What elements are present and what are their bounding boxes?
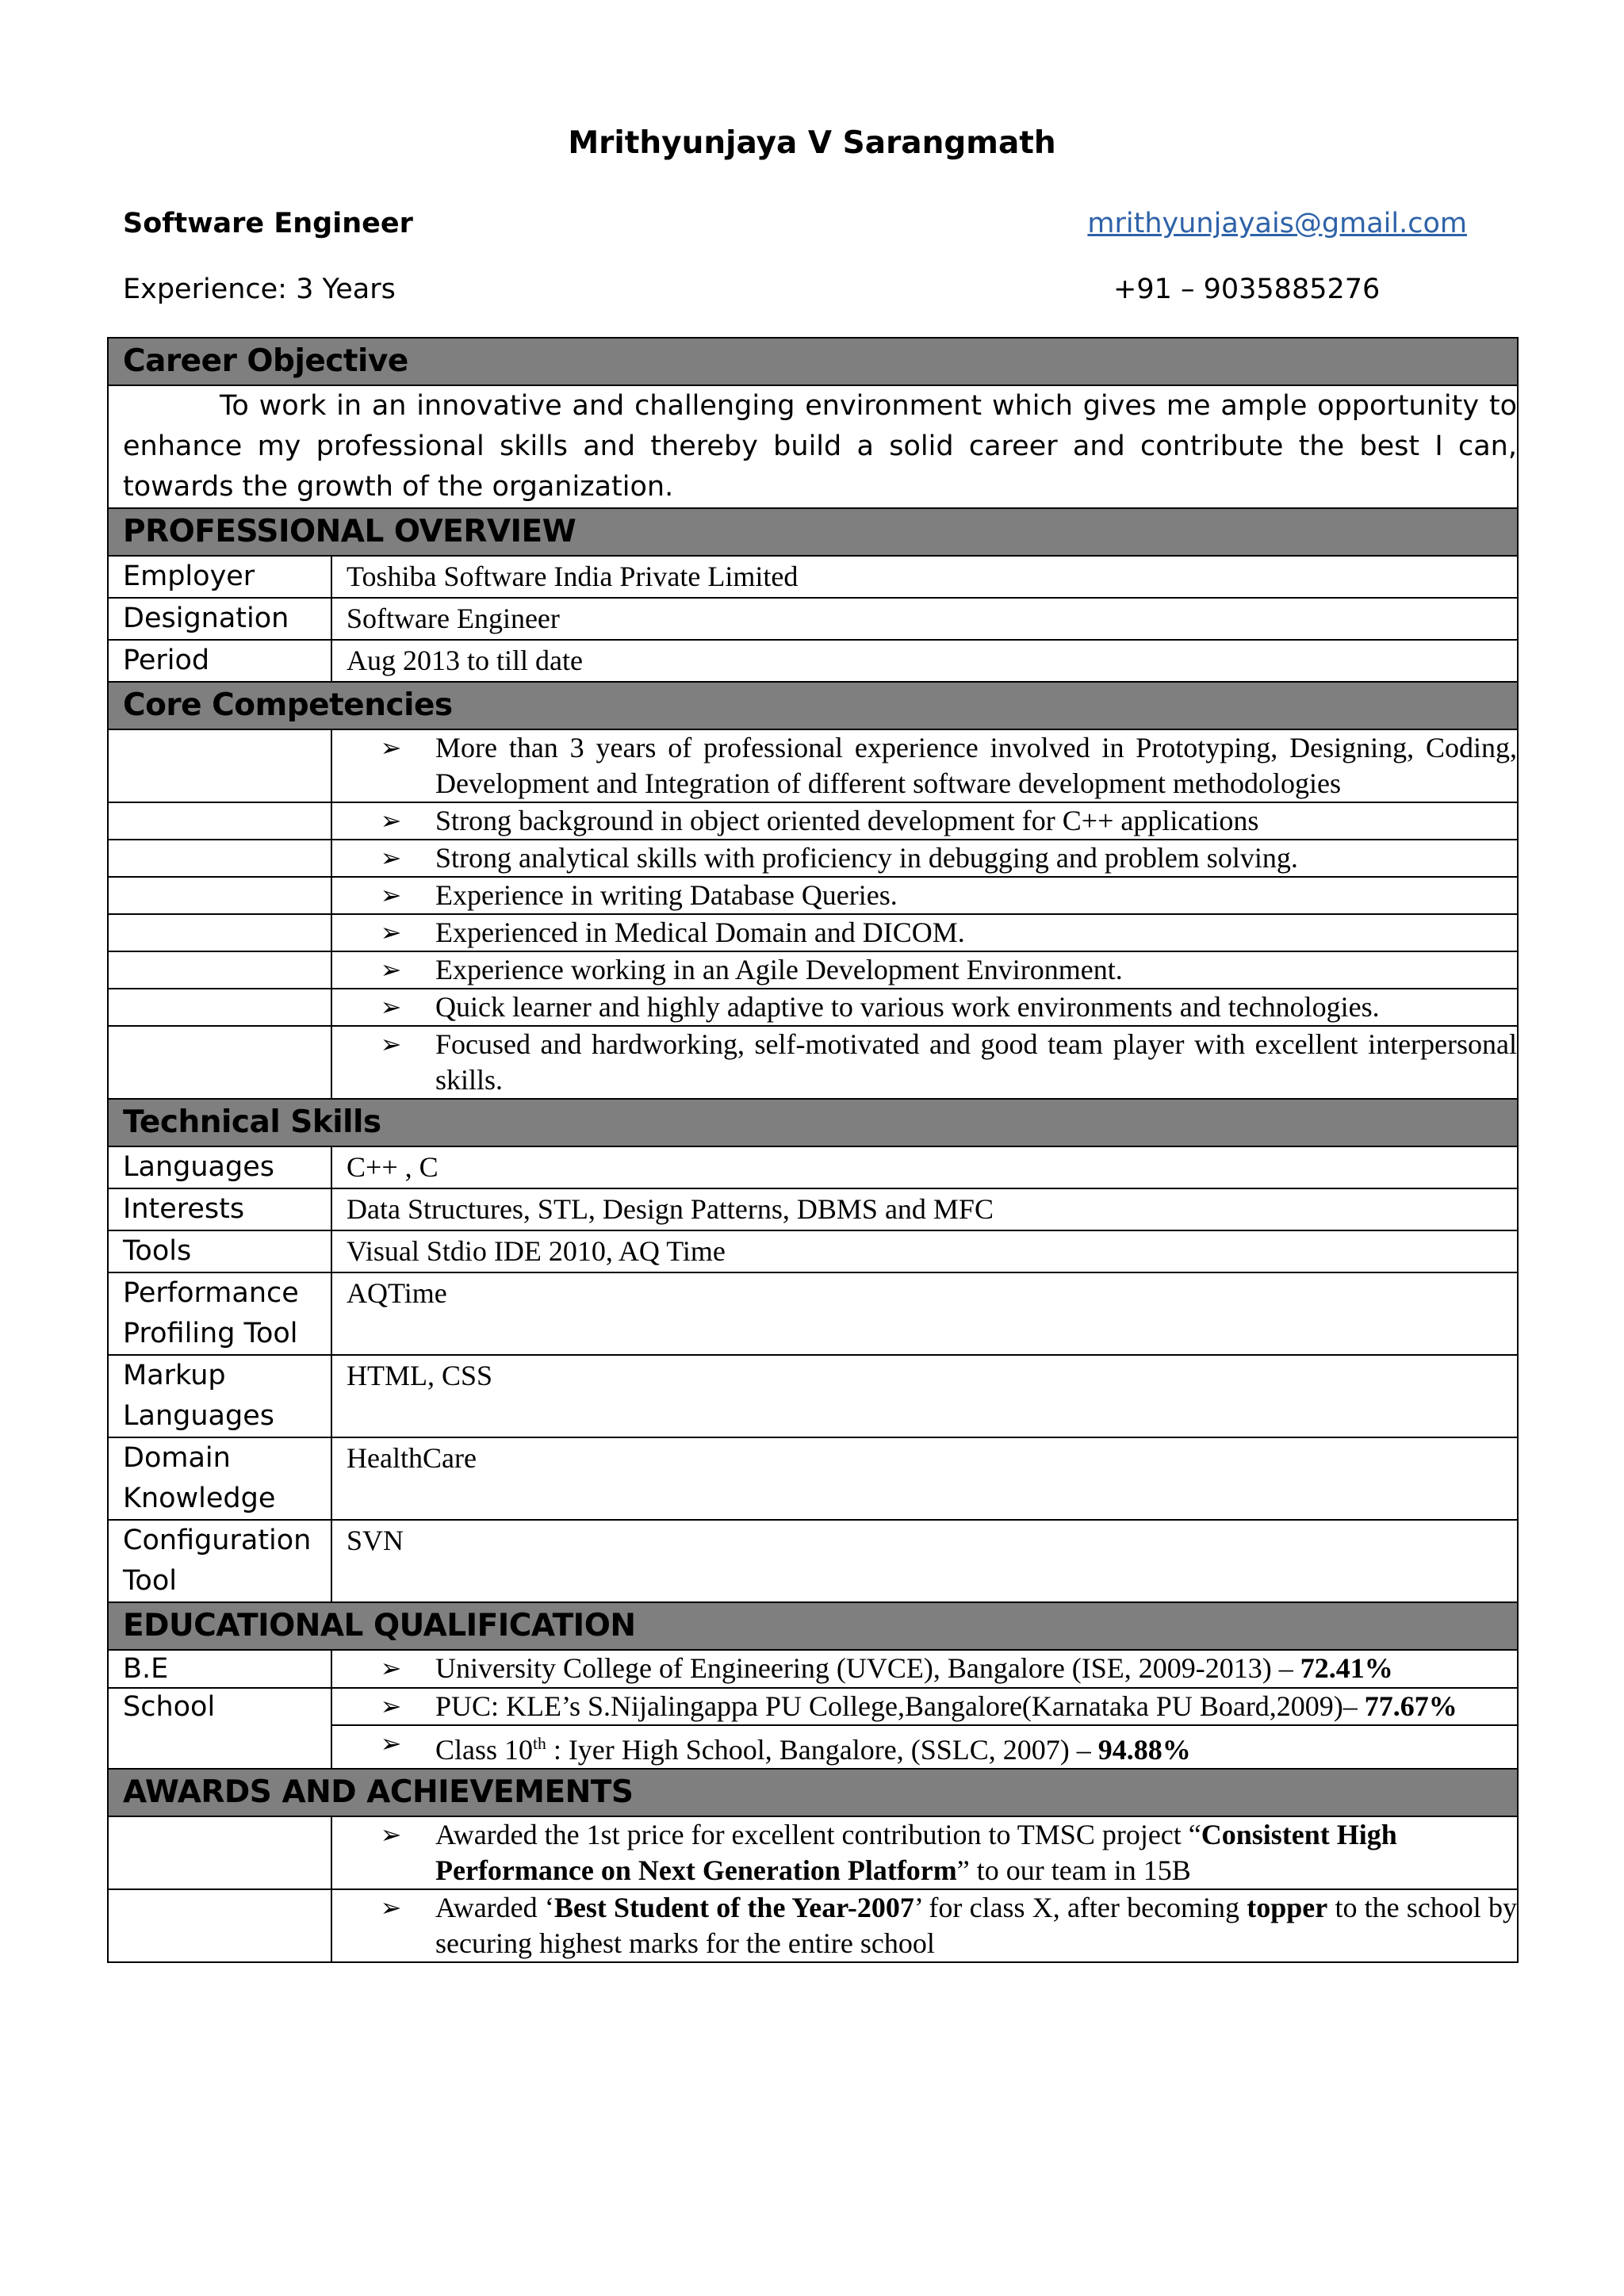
table-row: ➢ Class 10th : Iyer High School, Bangalore, (SSLC, 2007) – 94.88% <box>108 1725 1518 1769</box>
arrow-bullet-icon: ➢ <box>380 806 402 835</box>
arrow-bullet-icon: ➢ <box>380 1030 402 1058</box>
arrow-bullet-icon: ➢ <box>380 881 402 909</box>
list-item: ➢ More than 3 years of professional experience involved in Prototyping, Designing, Coding, Development and Integration of different software development methodologies <box>108 729 1518 802</box>
list-item: ➢ Experience in writing Database Queries. <box>108 877 1518 914</box>
arrow-bullet-icon: ➢ <box>380 955 402 984</box>
table-row <box>108 640 1518 682</box>
row-label: Domain Knowledge <box>108 1437 331 1520</box>
arrow-bullet-icon: ➢ <box>380 918 402 947</box>
table-row <box>108 1188 1518 1230</box>
job-role: Software Engineer <box>123 208 413 239</box>
phone-number: +91 – 9035885276 <box>1113 274 1381 305</box>
table-row <box>108 556 1518 598</box>
arrow-bullet-icon: ➢ <box>380 844 402 872</box>
row-label: Languages <box>108 1146 331 1188</box>
section-heading: EDUCATIONAL QUALIFICATION <box>108 1602 1518 1650</box>
row-label <box>108 1725 331 1769</box>
row-value: Data Structures, STL, Design Patterns, DBMS and MFC <box>331 1188 1518 1230</box>
row-label: Employer <box>108 556 331 598</box>
row-label: Configuration Tool <box>108 1520 331 1602</box>
row-label: Designation <box>108 598 331 640</box>
list-item: ➢ Strong analytical skills with proficiency in debugging and problem solving. <box>108 840 1518 877</box>
arrow-bullet-icon: ➢ <box>380 1893 402 1922</box>
experience-years: Experience: 3 Years <box>123 274 396 305</box>
row-value: Aug 2013 to till date <box>331 640 1518 682</box>
row-value: Toshiba Software India Private Limited <box>331 556 1518 598</box>
table-row <box>108 1355 1518 1437</box>
score: 72.41% <box>1300 1652 1393 1684</box>
row-label: Performance Profiling Tool <box>108 1272 331 1355</box>
resume-name: Mrithyunjaya V Sarangmath <box>568 125 1056 161</box>
table-row <box>108 1146 1518 1188</box>
section-heading: AWARDS AND ACHIEVEMENTS <box>108 1769 1518 1816</box>
row-label: B.E <box>108 1650 331 1688</box>
arrow-bullet-icon: ➢ <box>380 1729 402 1758</box>
table-row <box>108 1520 1518 1602</box>
section-heading: Technical Skills <box>108 1099 1518 1146</box>
section-education <box>108 1602 1518 1650</box>
score: 77.67% <box>1364 1690 1457 1722</box>
list-item: ➢ Awarded the 1st price for excellent contribution to TMSC project “Consistent High Performance on Next Generation Platform” to our team in 15B <box>108 1816 1518 1889</box>
section-heading: Core Competencies <box>108 682 1518 729</box>
section-awards <box>108 1769 1518 1816</box>
section-heading: PROFESSIONAL OVERVIEW <box>108 508 1518 556</box>
list-item: ➢ Focused and hardworking, self-motivated and good team player with excellent interpersonal skills. <box>108 1026 1518 1099</box>
table-row <box>108 1437 1518 1520</box>
arrow-bullet-icon: ➢ <box>380 1820 402 1849</box>
row-label: Period <box>108 640 331 682</box>
section-professional-overview <box>108 508 1518 556</box>
email-link[interactable]: mrithyunjayais@gmail.com <box>1087 208 1467 239</box>
arrow-bullet-icon: ➢ <box>380 1654 402 1682</box>
row-label: Tools <box>108 1230 331 1272</box>
row-value: Visual Stdio IDE 2010, AQ Time <box>331 1230 1518 1272</box>
row-label: Markup Languages <box>108 1355 331 1437</box>
row-value: SVN <box>331 1520 1518 1602</box>
list-item: ➢ Quick learner and highly adaptive to various work environments and technologies. <box>108 989 1518 1026</box>
table-row: School ➢ PUC: KLE’s S.Nijalingappa PU College,Bangalore(Karnataka PU Board,2009)– 77.67% <box>108 1688 1518 1725</box>
row-value: Software Engineer <box>331 598 1518 640</box>
section-heading: Career Objective <box>108 338 1518 385</box>
row-value: HealthCare <box>331 1437 1518 1520</box>
arrow-bullet-icon: ➢ <box>380 993 402 1021</box>
arrow-bullet-icon: ➢ <box>380 1692 402 1720</box>
table-row <box>108 598 1518 640</box>
section-technical-skills <box>108 1099 1518 1146</box>
row-value: C++ , C <box>331 1146 1518 1188</box>
career-objective-text: To work in an innovative and challenging environment which gives me ample opportunity to enhance my professional skills and thereby build a solid career and contribute the best I can, towards the growth of the organization. <box>108 385 1518 508</box>
row-label: Interests <box>108 1188 331 1230</box>
row-label: School <box>108 1688 331 1725</box>
resume-table <box>107 337 1519 1963</box>
list-item: ➢ Experienced in Medical Domain and DICOM. <box>108 914 1518 951</box>
table-row: B.E ➢ University College of Engineering (UVCE), Bangalore (ISE, 2009-2013) – 72.41% <box>108 1650 1518 1688</box>
list-item: ➢ Experience working in an Agile Development Environment. <box>108 951 1518 989</box>
list-item: ➢ Strong background in object oriented development for C++ applications <box>108 802 1518 840</box>
score: 94.88% <box>1097 1734 1191 1766</box>
arrow-bullet-icon: ➢ <box>380 733 402 762</box>
row-value: AQTime <box>331 1272 1518 1355</box>
section-core-competencies <box>108 682 1518 729</box>
table-row <box>108 1272 1518 1355</box>
row-value: HTML, CSS <box>331 1355 1518 1437</box>
section-career-objective <box>108 338 1518 385</box>
list-item: ➢ Awarded ‘Best Student of the Year-2007’ for class X, after becoming topper to the school by securing highest marks for the entire school <box>108 1889 1518 1962</box>
table-row <box>108 1230 1518 1272</box>
